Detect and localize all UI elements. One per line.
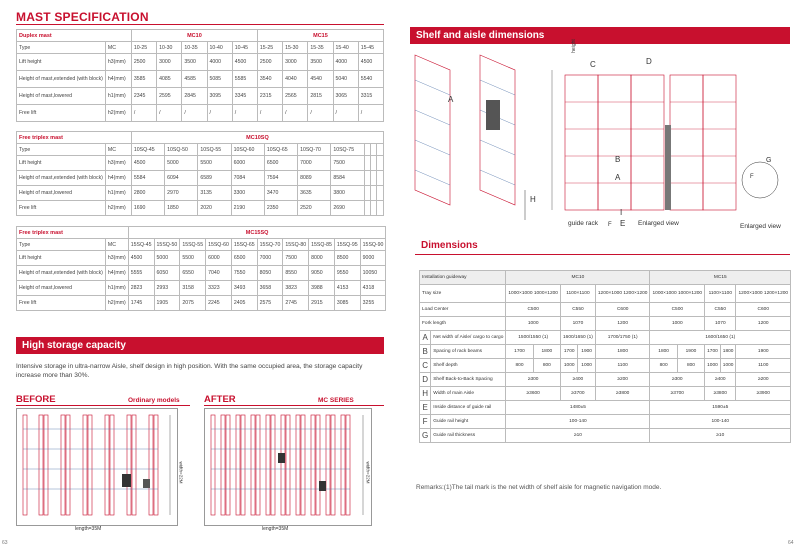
section-label: Free triplex mast [17, 227, 129, 239]
guide-rack-label: guide rack [568, 220, 598, 227]
mast-spec-title: MAST SPECIFICATION [16, 10, 149, 24]
svg-text:I: I [620, 208, 623, 217]
svg-text:B: B [615, 155, 621, 164]
section-label: Free triplex mast [17, 132, 132, 144]
enlarged-view-label: Enlarged view [638, 220, 679, 227]
table-row: G Guide rail thickness ≥10 ≥10 [420, 429, 791, 443]
table-row: Lift height h3(mm) 4500 5000 5500 6000 6500 7000 7500 8000 8500 9000 [17, 251, 386, 266]
table-row: Free lift h2(mm) 1745 1905 2075 2245 2405 2575 2745 2915 3085 3255 [17, 296, 386, 311]
svg-text:F: F [608, 222, 612, 228]
svg-text:D: D [646, 57, 652, 66]
table-row: Height of mast,lowered h1(mm) 2800 2970 3135 3300 3470 3635 3800 [17, 186, 384, 201]
svg-text:A: A [615, 173, 621, 182]
table-row: Height of mast,extended (with block) h4(mm) 3585 4085 4585 5085 5585 3540 4040 4540 5040 5540 [17, 71, 384, 88]
table-row: F Guide rail height 100-140 100-140 [420, 415, 791, 429]
high-storage-text: Intensive storage in ultra-narrow Aisle, shelf design in high position. With the same occupied area, the storage capacity increase more than 30%. [16, 363, 363, 379]
ordinary-models-label: Ordinary models [128, 397, 180, 404]
model-header: MC15 [257, 30, 383, 42]
table-row: Height of mast,lowered h1(mm) 2345 2595 2845 3095 3345 2315 2565 2815 3065 3315 [17, 88, 384, 105]
table-row: Height of mast,extended (with block) h4(mm) 5555 6050 6550 7040 7550 8050 8550 9050 9550 10050 [17, 266, 386, 281]
width-label: width=22M [178, 461, 184, 484]
shelf-aisle-diagram [410, 50, 790, 230]
table-row: Tray size 1000×1000 1000×1200 1100×1100 1200×1000 1200×1200 1000×1000 1000×1200 1100×1100 1200×1000 1200×1200 [420, 285, 791, 303]
after-rule [204, 405, 384, 406]
model-header: MC10SQ [131, 132, 383, 144]
svg-text:E: E [620, 219, 626, 228]
table-row: Installation guideway MC10 MC15 [420, 271, 791, 285]
width-label: width=22M [365, 461, 371, 484]
section-label: Duplex mast [17, 30, 132, 42]
dimensions-title: Dimensions [421, 240, 478, 251]
type-row: Type MC 15SQ-45 15SQ-50 15SQ-55 15SQ-60 15SQ-65 15SQ-70 15SQ-80 15SQ-85 15SQ-95 15SQ-90 [17, 239, 386, 251]
duplex-mast-table [16, 29, 384, 122]
table-row: C Shelf depth 800 800 1000 1000 1100 800 800 1000 1000 1100 [420, 359, 791, 373]
table-row: A Net width of Aisle/ cargo to cargo 1500/1550 (1) 1600/1650 (1) 1700/1750 (1) 1600/1650 (1) [420, 331, 791, 345]
table-row: Free lift h2(mm) 1690 1850 2020 2190 2350 2520 2690 [17, 201, 384, 216]
table-row: Lift height h3(mm) 2500 3000 3500 4000 4500 2500 3000 3500 4000 4500 [17, 54, 384, 71]
after-layout-diagram [204, 408, 372, 526]
triplex-mc10sq-table [16, 131, 384, 216]
svg-text:C: C [590, 60, 596, 69]
title-rule [16, 24, 384, 25]
svg-text:A: A [448, 95, 454, 104]
length-label: length=35M [75, 526, 102, 532]
mc-series-label: MC SERIES [318, 397, 354, 404]
table-row: H Width of main Aisle ≥3600 ≥3700 ≥3800 ≥3700 ≥3800 ≥3900 [420, 387, 791, 401]
after-label: AFTER [204, 394, 236, 405]
model-header: MC15SQ [128, 227, 386, 239]
type-row: Type MC 10-25 10-30 10-35 10-40 10-45 15-25 15-30 15-35 15-40 15-45 [17, 42, 384, 54]
page-number: 64 [788, 540, 794, 546]
page-number: 63 [2, 540, 8, 546]
table-row: Free lift h2(mm) / / / / / / / / / / [17, 105, 384, 122]
length-label: length=35M [262, 526, 289, 532]
triplex-mc15sq-table [16, 226, 386, 311]
table-row: E Inside distance of guide rail 1480±5 1590±5 [420, 401, 791, 415]
table-row: Fork length 1000 1070 1200 1000 1070 1200 [420, 317, 791, 331]
height-label: height [570, 39, 577, 53]
table-row: B Spacing of rack beams 1700 1800 1700 1900 1800 1800 1900 1700 1800 1900 [420, 345, 791, 359]
model-header: MC10 [131, 30, 257, 42]
svg-text:G: G [766, 157, 772, 164]
before-layout-diagram [16, 408, 178, 526]
enlarged-view-label: Enlarged view [740, 223, 781, 230]
table-row: Lift height h3(mm) 4500 5000 5500 6000 6500 7000 7500 [17, 156, 384, 171]
svg-text:F: F [750, 174, 754, 180]
table-row: Load Center C500 C550 C600 C500 C550 C600 [420, 303, 791, 317]
before-rule [16, 405, 190, 406]
dimensions-rule [415, 254, 790, 255]
svg-text:H: H [530, 195, 536, 204]
type-row: Type MC 10SQ-45 10SQ-50 10SQ-55 10SQ-60 10SQ-65 10SQ-70 10SQ-75 [17, 144, 384, 156]
shelf-dimensions-title: Shelf and aisle dimensions [410, 27, 790, 44]
table-row: Height of mast,lowered h1(mm) 2823 2993 3158 3323 3493 3658 3823 3988 4153 4318 [17, 281, 386, 296]
table-row: Height of mast,extended (with block) h4(mm) 5584 6094 6589 7084 7594 8089 8584 [17, 171, 384, 186]
dimensions-table [419, 270, 791, 443]
remarks-text: Remarks:(1)The tail mark is the net width of shelf aisle for magnetic navigation mode. [416, 484, 662, 491]
high-storage-title: High storage capacity [16, 337, 384, 354]
before-label: BEFORE [16, 394, 56, 405]
table-row: D Shelf Back-to-Back Spacing ≥300 ≥400 ≥200 ≥300 ≥400 ≥200 [420, 373, 791, 387]
